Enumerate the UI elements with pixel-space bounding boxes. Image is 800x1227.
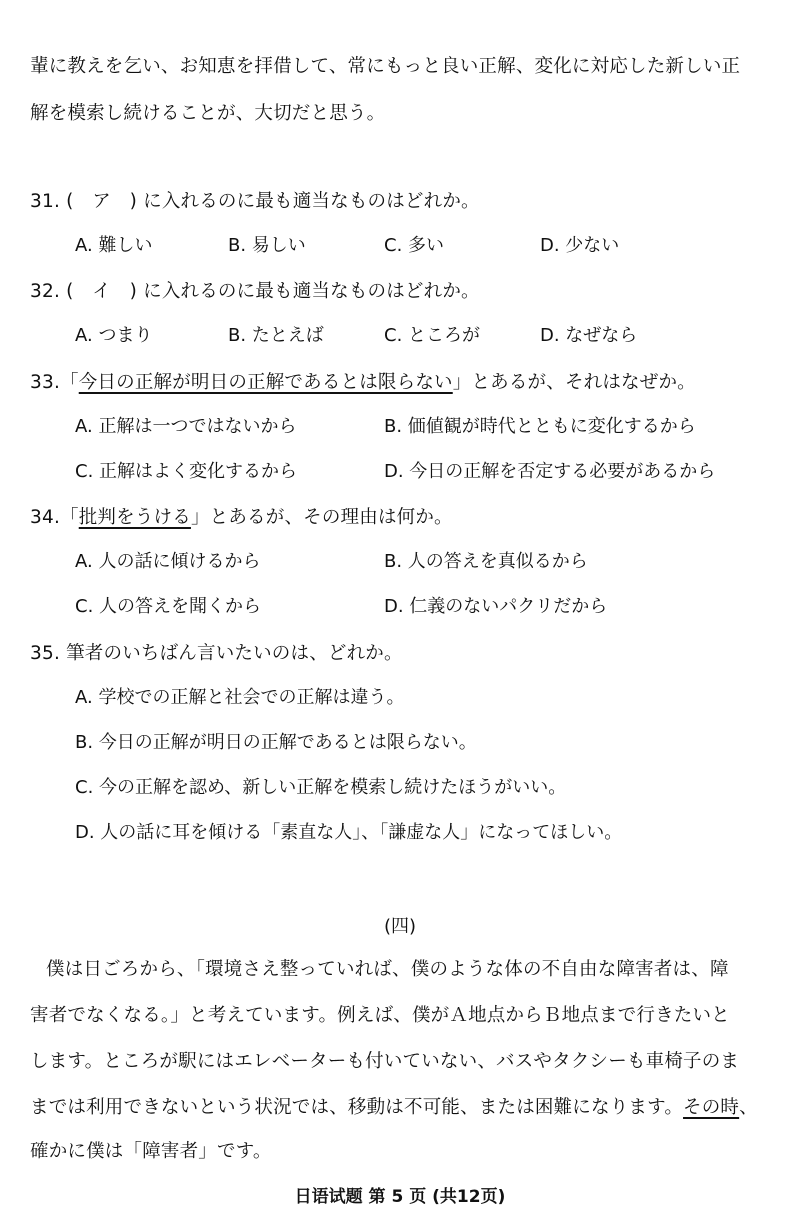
q34-quote-close: 」 [190, 507, 210, 528]
q31-option-d: D. 少ない [540, 235, 620, 256]
q35-option-a: A. 学校での正解と社会での正解は違う。 [75, 687, 405, 708]
q34-quote-open: 「 [60, 507, 79, 528]
q34-number: 34. [30, 507, 61, 528]
line4-before: までは利用できないという状況では、移動は不可能、または困難になります。 [30, 1097, 684, 1118]
q32-option-c: C. ところが [384, 325, 481, 346]
page-footer: 日语试题 第 5 页 (共12页) [294, 1187, 506, 1207]
q34-option-d: D. 仁義のないパクリだから [384, 596, 608, 617]
section-line-5: 確かに僕は「障害者」です。 [30, 1141, 272, 1162]
q33-option-a: A. 正解は一つではないから [75, 416, 297, 437]
section-title: (四) [383, 916, 417, 937]
q33-option-b: B. 価値観が時代とともに変化するから [384, 416, 696, 437]
q31-option-b: B. 易しい [228, 235, 306, 256]
q35-option-d: D. 人の話に耳を傾ける「素直な人」、「謙虚な人」になってほしい。 [75, 822, 623, 843]
q32-option-d: D. なぜなら [540, 325, 638, 346]
question-34 [30, 506, 772, 530]
q33-quote-open: 「 [60, 372, 79, 393]
q33-option-d: D. 今日の正解を否定する必要があるから [384, 461, 716, 482]
q34-rest: とあるが、その理由は何か。 [209, 507, 453, 528]
section-line-2: 害者でなくなる。」と考えています。例えば、僕がＡ地点からＢ地点まで行きたいと [30, 1005, 730, 1026]
q33-quoted-text: 今日の正解が明日の正解であるとは限らない [78, 372, 453, 393]
q33-option-c: C. 正解はよく変化するから [75, 461, 298, 482]
passage-line-1: 輩に教えを乞い、お知恵を拝借して、常にもっと良い正解、変化に対応した新しい正 [30, 56, 741, 77]
q33-number: 33. [30, 372, 61, 393]
q34-option-c: C. 人の答えを聞くから [75, 596, 262, 617]
q31-option-a: A. 難しい [75, 235, 153, 256]
q34-option-b: B. 人の答えを真似るから [384, 551, 588, 572]
question-33 [30, 371, 772, 395]
q34-option-a: A. 人の話に傾けるから [75, 551, 261, 572]
q31-option-c: C. 多い [384, 235, 445, 256]
line4-underlined: その時 [683, 1097, 740, 1118]
q33-quote-close: 」 [452, 372, 472, 393]
q35-option-b: B. 今日の正解が明日の正解であるとは限らない。 [75, 732, 477, 753]
section-line-4 [30, 1096, 772, 1120]
q35-option-c: C. 今の正解を認め、新しい正解を模索し続けたほうがいい。 [75, 777, 567, 798]
q34-quoted-text: 批判をうける [78, 507, 191, 528]
q32-option-b: B. たとえば [228, 325, 324, 346]
q33-rest: とあるが、それはなぜか。 [471, 372, 696, 393]
passage-line-2: 解を模索し続けることが、大切だと思う。 [30, 103, 386, 124]
line4-after: 、 [739, 1097, 758, 1118]
section-line-3: します。ところが駅にはエレベーターも付いていない、バスやタクシーも車椅子のま [30, 1051, 740, 1072]
question-32: 32. ( イ ) に入れるのに最も適当なものはどれか。 [30, 281, 480, 302]
question-35: 35. 筆者のいちばん言いたいのは、どれか。 [30, 643, 403, 664]
section-line-1: 僕は日ごろから、「環境さえ整っていれば、僕のような体の不自由な障害者は、障 [46, 959, 729, 980]
q32-option-a: A. つまり [75, 325, 153, 346]
question-31: 31. ( ア ) に入れるのに最も適当なものはどれか。 [30, 191, 480, 212]
